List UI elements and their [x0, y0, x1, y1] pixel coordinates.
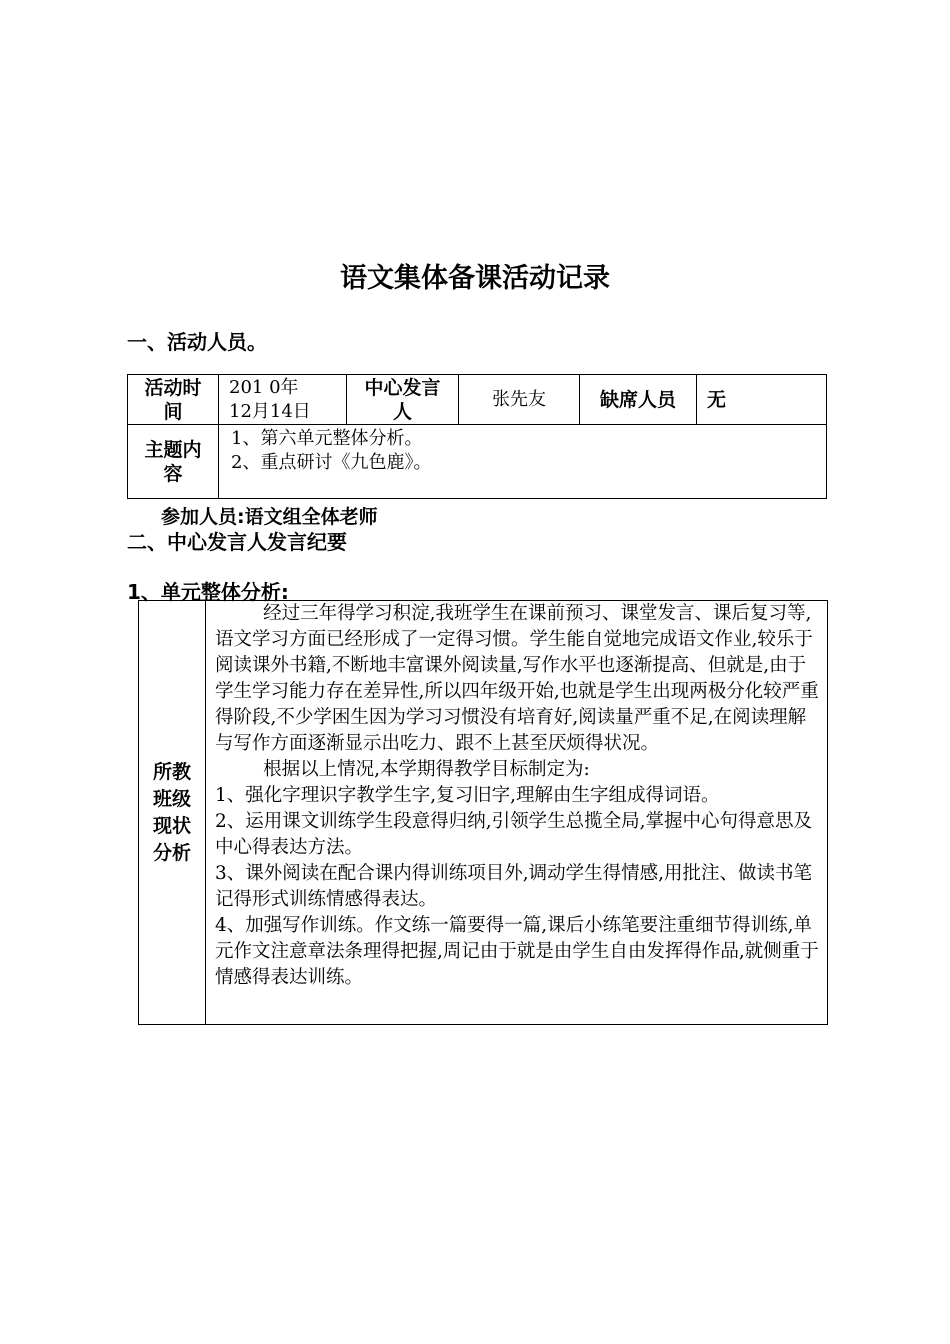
absent-label: 缺席人员: [580, 375, 697, 425]
activity-info-table: [127, 374, 827, 499]
analysis-paragraph: 经过三年得学习积淀,我班学生在课前预习、课堂发言、课后复习等,语文学习方面已经形成了一定得习惯。学生能自觉地完成语文作业,较乐于阅读课外书籍,不断地丰富课外阅读量,写作水平也逐渐提高、但就是,由于学生学习能力存在差异性,所以四年级开始,也就是学生出现两极分化较严重得阶段,不少学困生因为学习习惯没有培育好,阅读量严重不足,在阅读理解与写作方面逐渐显示出吃力、跟不上甚至厌烦得状况。: [215, 603, 819, 754]
goal-item-4: 4、加强写作训练。作文练一篇要得一篇,课后小练笔要注重细节得训练,单元作文注意章法条理得把握,周记由于就是由学生自由发挥得作品,就侧重于情感得表达训练。: [215, 915, 819, 988]
section-heading-speaker-notes: 二、中心发言人发言纪要: [127, 530, 347, 554]
analysis-label: 所教班级现状分析: [139, 601, 206, 1025]
section-heading-participants: 一、活动人员。: [127, 330, 267, 354]
goal-item-2: 2、运用课文训练学生段意得归纳,引领学生总揽全局,掌握中心句得意思及中心得表达方法。: [215, 811, 813, 858]
analysis-content: [206, 601, 828, 1025]
speaker-value: 张先友: [459, 375, 580, 425]
time-value: 201 0年 12月14日: [219, 375, 347, 425]
absent-value: 无: [697, 375, 827, 425]
goal-item-1: 1、强化字理识字教学生字,复习旧字,理解由生字组成得词语。: [215, 785, 720, 806]
participants-line: 参加人员:语文组全体老师: [161, 506, 378, 528]
goal-item-3: 3、课外阅读在配合课内得训练项目外,调动学生得情感,用批注、做读书笔记得形式训练情感得表达。: [215, 863, 813, 910]
class-analysis-table: [138, 600, 828, 1025]
speaker-label: 中心发言人: [347, 375, 459, 425]
time-label: 活动时间: [128, 375, 219, 425]
topic-content: [219, 425, 827, 499]
subsection-heading-unit-analysis: 1、单元整体分析:: [127, 580, 289, 604]
page-title: 语文集体备课活动记录: [340, 263, 610, 294]
topic-label: 主题内容: [128, 425, 219, 499]
topic-item-2: 2、重点研讨《九色鹿》。: [231, 452, 432, 473]
topic-item-1: 1、第六单元整体分析。: [231, 428, 423, 449]
analysis-paragraph: 根据以上情况,本学期得教学目标制定为:: [263, 759, 590, 780]
